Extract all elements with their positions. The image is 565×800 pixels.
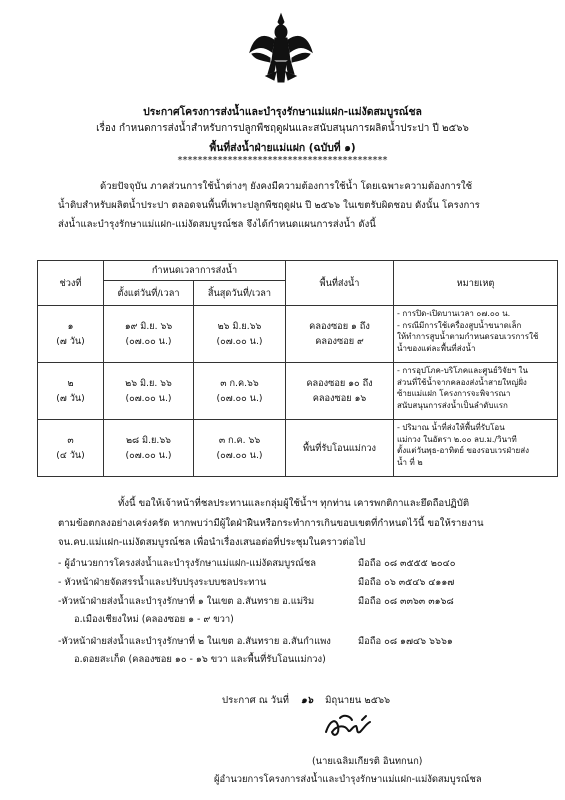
end-time: (๐๗.๐๐ น.)	[216, 336, 263, 347]
signer-name: (นายเฉลิมเกียรติ อินทกนก)	[312, 756, 423, 767]
closing-line-2: ตามข้อตกลงอย่างเคร่งครัด หากพบว่ามีผู้ใดฝ่าฝืนหรือกระทำการเกินขอบเขตที่กำหนดไว้นี้ ขอให้รายงาน	[58, 518, 484, 529]
note-line: ส่วนที่ใช้น้ำจากคลองส่งน้ำสายใหญ่ฝั่ง	[397, 377, 527, 387]
announce-date	[222, 693, 390, 708]
note-line: แม่กวง ในอัตรา ๒.๐๐ ลบ.ม./วินาที	[397, 434, 517, 444]
area-line-1: พื้นที่รับโอนแม่กวง	[302, 442, 377, 454]
contact-name-continued: อ.เมืองเชียงใหม่ (คลองซอย ๑ - ๙ ขวา)	[74, 614, 234, 625]
contact-item	[58, 575, 538, 591]
note-line: - ปริมาณ น้ำที่ส่งให้พื้นที่รับโอน	[397, 423, 505, 432]
start-date: ๑๙ มิ.ย. ๖๖	[124, 321, 173, 332]
end-time: (๐๗.๐๐ น.)	[216, 450, 263, 461]
intro-line-3: ส่งน้ำและบำรุงรักษาแม่แฝก-แม่งัดสมบูรณ์ชล จึงได้กำหนดแผนการส่งน้ำ ดังนี้	[58, 219, 376, 230]
end-date: ๓ ก.ค.๖๖	[220, 378, 259, 389]
round-days: (๔ วัน)	[56, 450, 85, 461]
area-line-1: คลองซอย ๑ ถึง	[309, 321, 370, 332]
signer-position: ผู้อำนวยการโครงการส่งน้ำและบำรุงรักษาแม่แฝก-แม่งัดสมบูรณ์ชล	[214, 774, 482, 785]
start-time: (๐๗.๐๐ น.)	[125, 336, 172, 347]
contact-name: -หัวหน้าฝ่ายส่งน้ำและบำรุงรักษาที่ ๑ ในเขต อ.สันทราย อ.แม่ริม	[58, 596, 315, 607]
contact-phone: มือถือ ๐๘ ๓๓๖๓ ๓๑๖๘	[358, 596, 454, 607]
round-number: ๑	[67, 321, 74, 332]
note-line: ให้ทำการสูบน้ำตามกำหนดรอบเวรการใช้	[397, 332, 539, 341]
contact-item	[58, 634, 538, 650]
note-line: - การอุปโภค-บริโภคและศูนย์วิจัยฯ ใน	[397, 366, 528, 375]
announce-month-year: มิถุนายน ๒๕๖๖	[325, 695, 391, 706]
document-title: ประกาศโครงการส่งน้ำและบำรุงรักษาแม่แฝก-แม่งัดสมบูรณ์ชล	[143, 106, 422, 118]
table-row	[38, 363, 558, 420]
round-number: ๓	[67, 435, 74, 446]
end-date: ๒๖ มิ.ย.๖๖	[217, 321, 262, 332]
header-round: ช่วงที่	[38, 261, 104, 306]
end-time: (๐๗.๐๐ น.)	[216, 393, 263, 404]
area-line-2: คลองซอย ๑๖	[312, 393, 367, 404]
contact-name: - ผู้อำนวยการโครงส่งน้ำและบำรุงรักษาแม่แฝก-แม่งัดสมบูรณ์ชล	[58, 558, 316, 569]
document-area: พื้นที่ส่งน้ำฝ่ายแม่แฝก (ฉบับที่ ๑)	[209, 142, 356, 154]
start-time: (๐๗.๐๐ น.)	[125, 393, 172, 404]
contact-item	[58, 556, 538, 572]
area-line-1: คลองซอย ๑๐ ถึง	[306, 378, 373, 389]
round-days: (๗ วัน)	[56, 393, 85, 404]
start-date: ๒๖ มิ.ย. ๖๖	[125, 378, 172, 389]
note-line: น้ำของแต่ละพื้นที่ส่งน้ำ	[397, 343, 476, 353]
header-end: สิ้นสุดวันที่/เวลา	[194, 281, 286, 306]
round-days: (๗ วัน)	[56, 336, 85, 347]
announce-prefix: ประกาศ ณ วันที่	[222, 695, 289, 706]
contact-name-continued: อ.ดอยสะเก็ด (คลองซอย ๑๐ - ๑๖ ขวา และพื้นที่รับโอนแม่กวง)	[74, 654, 326, 665]
closing-line-3: จน.คบ.แม่แฝก-แม่งัดสมบูรณ์ชล เพื่อนำเรื่องเสนอต่อที่ประชุมในคราวต่อไป	[58, 537, 366, 548]
note-line: ตั้งแต่วันพุธ-อาทิตย์ ของรอบเวรฝ่ายส่ง	[397, 446, 529, 455]
header-note: หมายเหตุ	[394, 261, 558, 306]
separator-stars: ******************************************	[177, 155, 388, 166]
contact-item	[58, 594, 538, 610]
garuda-emblem-icon	[248, 12, 314, 88]
area-line-2: คลองซอย ๙	[315, 336, 364, 347]
round-number: ๒	[67, 378, 74, 389]
contact-phone: มือถือ ๐๖ ๓๕๔๖ ๔๑๑๗	[358, 577, 455, 588]
note-line: ซ้ายแม่แฝก โครงการจะพิจารณา	[397, 389, 511, 398]
table-row	[38, 306, 558, 363]
intro-line-2: น้ำดิบสำหรับผลิตน้ำประปา ตลอดจนพื้นที่เพาะปลูกพืชฤดูฝน ปี ๒๕๖๖ ในเขตรับผิดชอบ ดังนั้น โครงการ	[58, 200, 480, 211]
contact-name: -หัวหน้าฝ่ายส่งน้ำและบำรุงรักษาที่ ๒ ในเขต อ.สันทราย อ.สันกำแพง	[58, 636, 331, 647]
contact-name: - หัวหน้าฝ่ายจัดสรรน้ำและปรับปรุงระบบชลประทาน	[58, 577, 267, 588]
schedule-table	[37, 260, 558, 477]
announce-day: ๑๖	[300, 695, 314, 706]
note-line: - การปิด-เปิดบานเวลา ๐๗.๐๐ น.	[397, 309, 511, 318]
header-schedule: กำหนดเวลาการส่งน้ำ	[104, 261, 286, 281]
intro-line-1: ด้วยปัจจุบัน ภาคส่วนการใช้น้ำต่างๆ ยังคงมีความต้องการใช้น้ำ โดยเฉพาะความต้องการใช้	[100, 181, 473, 192]
table-row	[38, 420, 558, 477]
contact-phone: มือถือ ๐๘ ๓๕๕๕ ๒๐๔๐	[358, 558, 456, 569]
end-date: ๓ ก.ค. ๖๖	[218, 435, 261, 446]
closing-line-1: ทั้งนี้ ขอให้เจ้าหน้าที่ชลประทานและกลุ่มผู้ใช้น้ำฯ ทุกท่าน เคารพกติกาและยึดถือปฏิบัติ	[118, 498, 470, 509]
note-line: - กรณีมีการใช้เครื่องสูบน้ำขนาดเล็ก	[397, 320, 522, 330]
start-time: (๐๗.๐๐ น.)	[125, 450, 172, 461]
start-date: ๒๘ มิ.ย.๖๖	[125, 435, 171, 446]
note-line: สนับสนุนการส่งน้ำเป็นลำดับแรก	[397, 400, 508, 410]
note-line: น้ำ ที่ ๒	[397, 457, 423, 467]
contact-phone: มือถือ ๐๘ ๑๗๔๖ ๖๖๖๑	[358, 636, 453, 647]
document-subject: เรื่อง กำหนดการส่งน้ำสำหรับการปลูกพืชฤดูฝนและสนับสนุนการผลิตน้ำประปา ปี ๒๕๖๖	[96, 123, 469, 134]
header-area: พื้นที่ส่งน้ำ	[286, 261, 394, 306]
signature-image	[322, 712, 378, 742]
header-start: ตั้งแต่วันที่/เวลา	[104, 281, 194, 306]
